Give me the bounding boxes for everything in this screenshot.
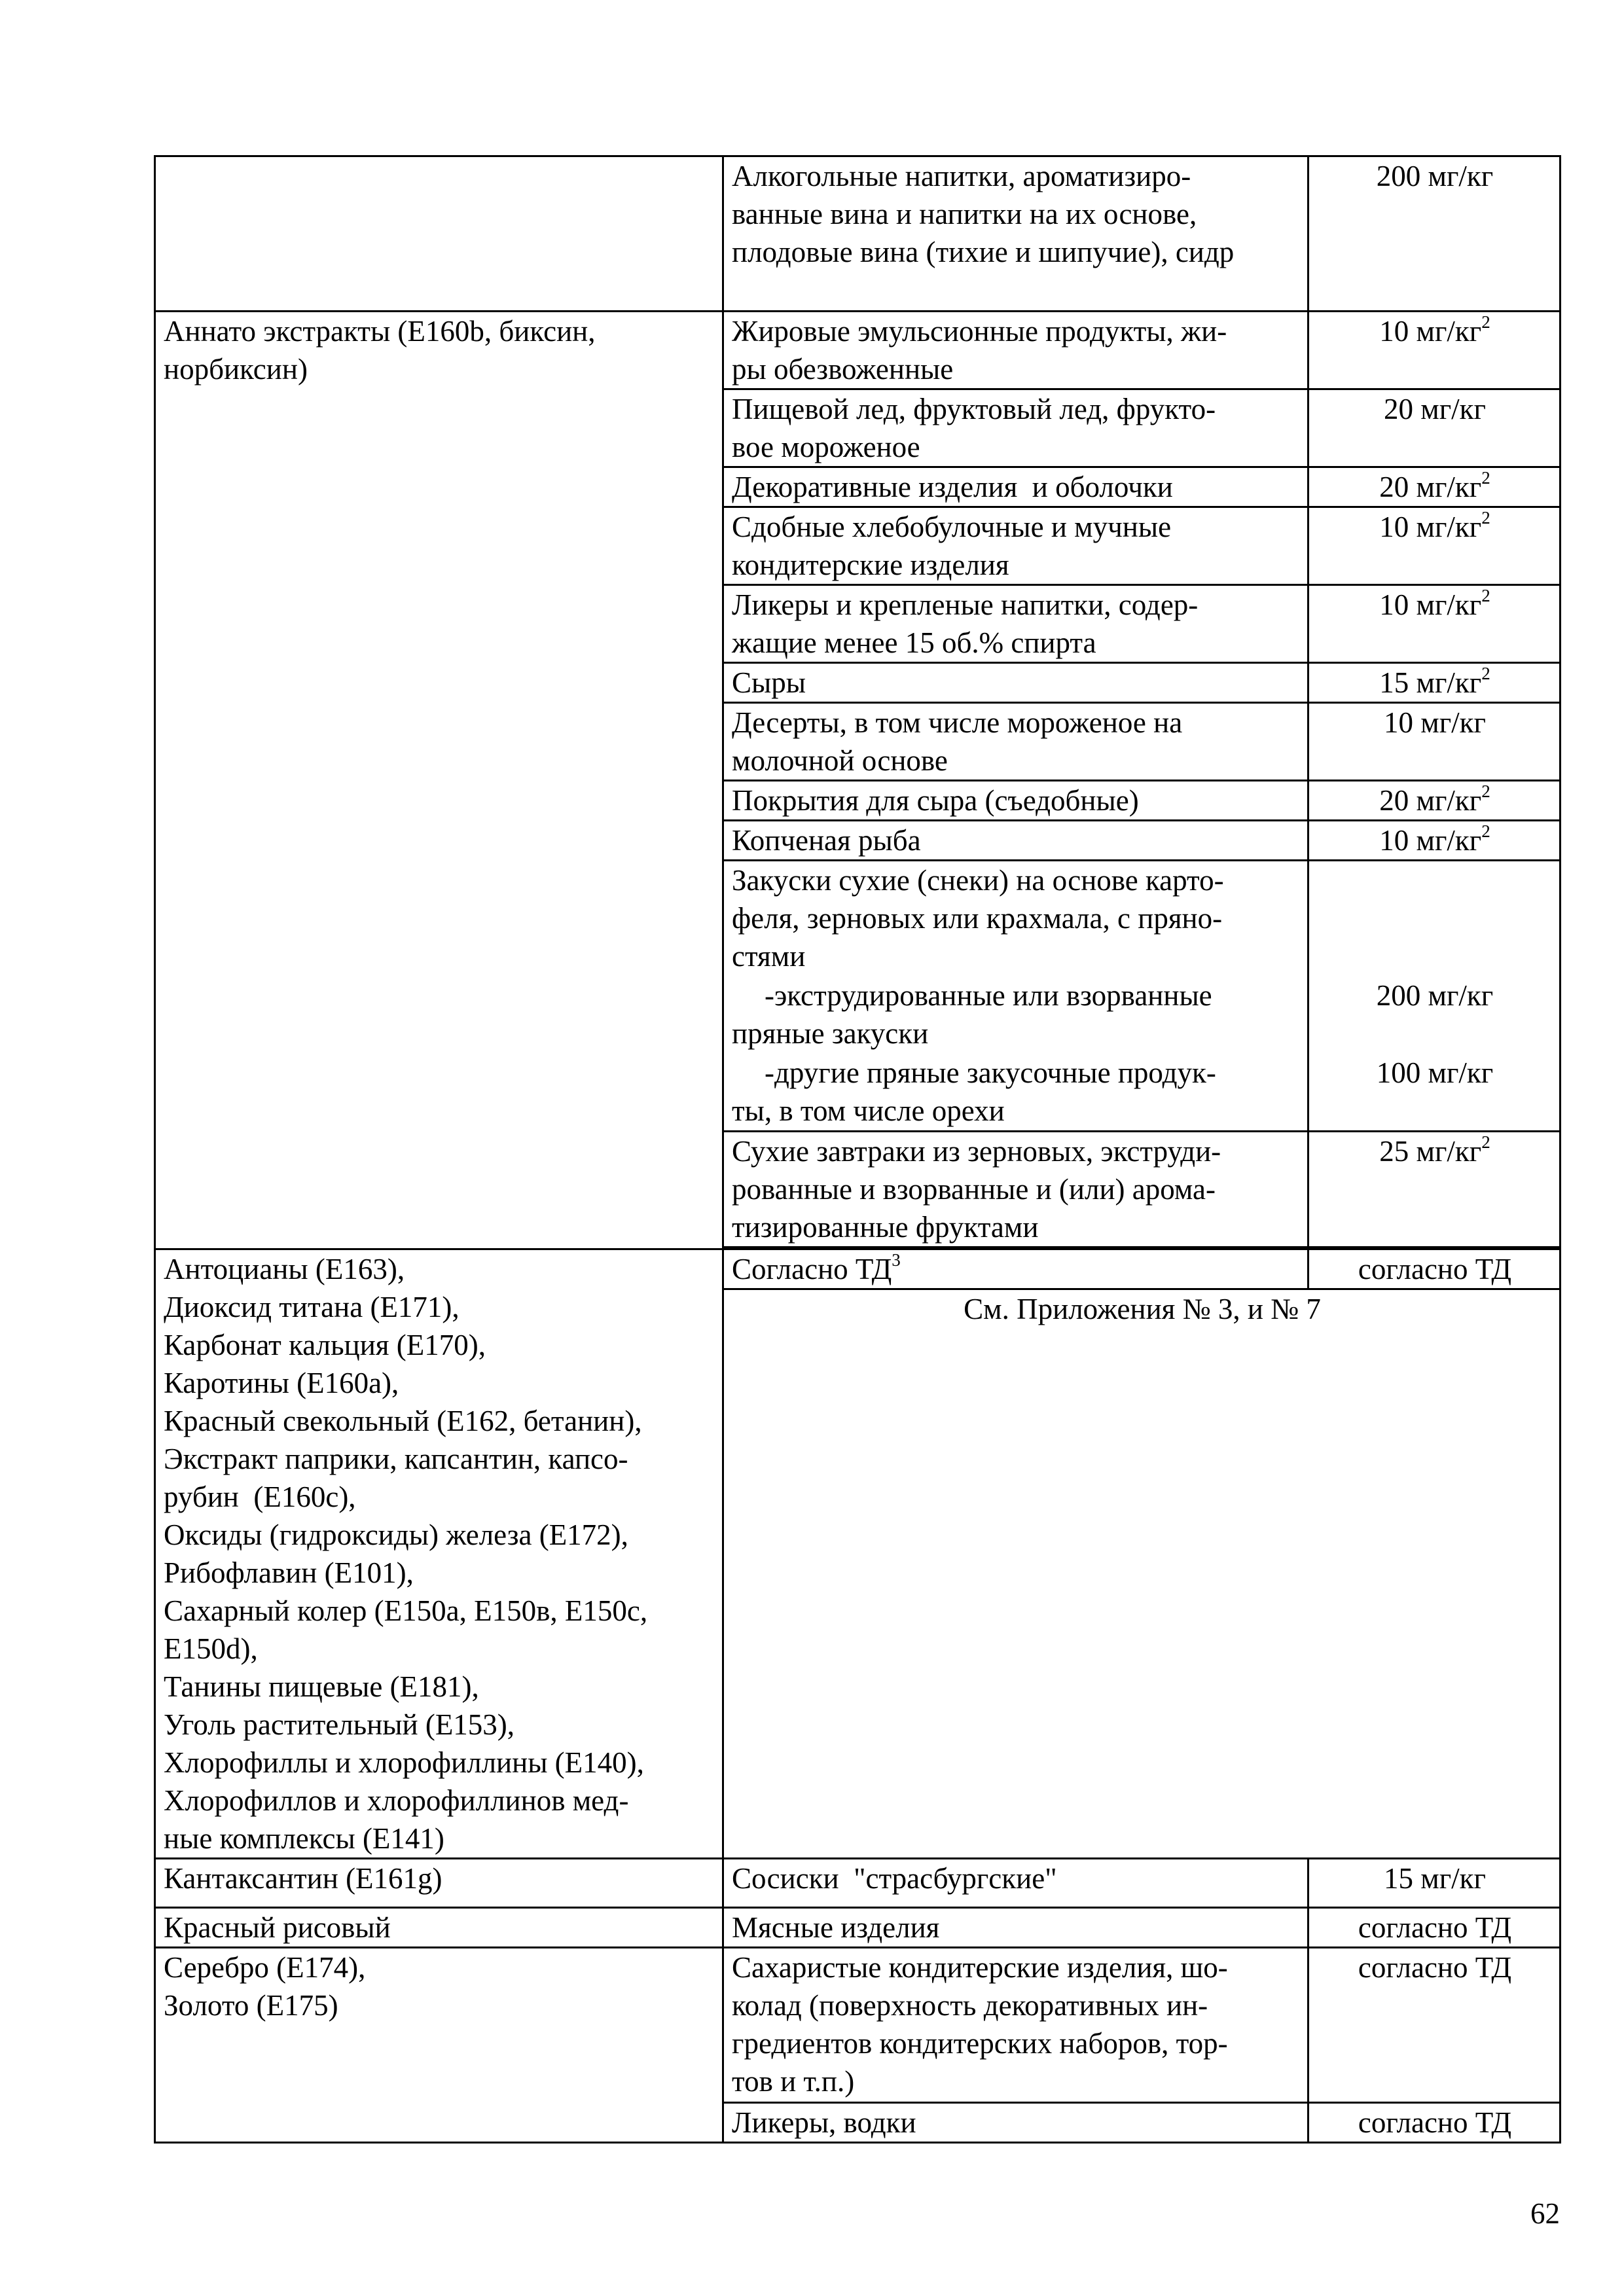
amount-cell: согласно ТД <box>1308 2103 1561 2143</box>
product-cell: Закуски сухие (снеки) на основе карто- феля, зерновых или крахмала, с пряно- стями <box>723 861 1308 977</box>
product-cell: Декоративные изделия и оболочки <box>723 467 1308 507</box>
table-row <box>155 156 1561 312</box>
product-cell: Сухие завтраки из зерновых, экструди- рованные и взорванные и (или) арома- тизированные фруктами <box>723 1132 1308 1247</box>
product-cell: Мясные изделия <box>723 1908 1308 1948</box>
amount-cell: 20 $мг/кг^2$ <box>1308 781 1561 821</box>
additive-name-annato: Аннато экстракты (Е160b, биксин, норбиксин) <box>155 312 723 1249</box>
additive-name-group: Антоцианы (Е163), Диоксид титана (Е171), Карбонат кальция (Е170), Каротины (Е160а), Красный свекольный (Е162, бетанин), Экстракт паприки, капсантин, капсо- рубин (Е160с), Оксиды (гидроксиды) железа (Е172), Рибофлавин (Е101), Сахарный колер (Е150а, Е150в, Е150с, Е150d), Танины пищевые (Е181), Уголь растительный (Е153), Хлорофиллы и хлорофиллины (Е140), Хлорофиллов и хлорофиллинов мед- ные комплексы (Е141) <box>155 1249 723 1859</box>
product-cell: Сдобные хлебобулочные и мучные кондитерские изделия <box>723 507 1308 585</box>
product-cell: Копченая рыба <box>723 821 1308 861</box>
amount-cell: 15 мг/кг <box>1308 1859 1561 1908</box>
amount-cell: 10 $мг/кг^2$ <box>1308 507 1561 585</box>
amount-cell: 200 мг/кг <box>1308 156 1561 312</box>
amount-cell: 10 $мг/кг^2$ <box>1308 821 1561 861</box>
amount-cell: 10 мг/кг <box>1308 703 1561 781</box>
amount-cell: 15 $мг/кг^2$ <box>1308 663 1561 703</box>
amount-cell: 20 $мг/кг^2$ <box>1308 467 1561 507</box>
amount-cell: согласно ТД <box>1308 1249 1561 1289</box>
amount-cell: 10 $мг/кг^2$ <box>1308 312 1561 389</box>
table-row <box>155 1948 1561 2103</box>
product-cell: -экструдированные или взорванные пряные закуски <box>723 977 1308 1054</box>
product-cell: Сосиски "страсбургские" <box>723 1859 1308 1908</box>
table-row <box>155 312 1561 389</box>
product-cell: Покрытия для сыра (съедобные) <box>723 781 1308 821</box>
product-cell: Согласно $ТД^3$ <box>723 1249 1308 1289</box>
product-cell: Пищевой лед, фруктовый лед, фрукто- вое мороженое <box>723 389 1308 467</box>
additive-cell <box>155 156 723 312</box>
product-cell: -другие пряные закусочные продук- ты, в том числе орехи <box>723 1054 1308 1132</box>
table-row <box>155 1249 1561 1289</box>
product-cell: Алкогольные напитки, ароматизиро- ванные вина и напитки на их основе, плодовые вина (тихие и шипучие), сидр <box>723 156 1308 312</box>
amount-cell: 100 мг/кг <box>1308 1054 1561 1132</box>
product-cell: Ликеры и крепленые напитки, содер- жащие менее 15 об.% спирта <box>723 585 1308 663</box>
table-row <box>155 1859 1561 1908</box>
amount-cell: 10 $мг/кг^2$ <box>1308 585 1561 663</box>
additive-name: Красный рисовый <box>155 1908 723 1948</box>
amount-cell: согласно ТД <box>1308 1908 1561 1948</box>
product-cell: Ликеры, водки <box>723 2103 1308 2143</box>
amount-cell: согласно ТД <box>1308 1948 1561 2103</box>
product-cell: Жировые эмульсионные продукты, жи- ры обезвоженные <box>723 312 1308 389</box>
product-cell: Десерты, в том числе мороженое на молочной основе <box>723 703 1308 781</box>
product-cell: Сахаристые кондитерские изделия, шо- колад (поверхность декоративных ин- гредиентов кондитерских наборов, тор- тов и т.п.) <box>723 1948 1308 2103</box>
additive-name: Кантаксантин (Е161g) <box>155 1859 723 1908</box>
amount-cell: 25 $мг/кг^2$ <box>1308 1132 1561 1247</box>
amount-cell: 200 мг/кг <box>1308 977 1561 1054</box>
amount-cell <box>1308 861 1561 977</box>
appendix-note: См. Приложения № 3, и № 7 <box>723 1289 1561 1859</box>
product-cell: Сыры <box>723 663 1308 703</box>
additives-table <box>154 155 1561 2144</box>
additive-name: Серебро (Е174), Золото (Е175) <box>155 1948 723 2143</box>
page-number: 62 <box>1530 2197 1560 2230</box>
amount-cell: 20 мг/кг <box>1308 389 1561 467</box>
table-row <box>155 1908 1561 1948</box>
